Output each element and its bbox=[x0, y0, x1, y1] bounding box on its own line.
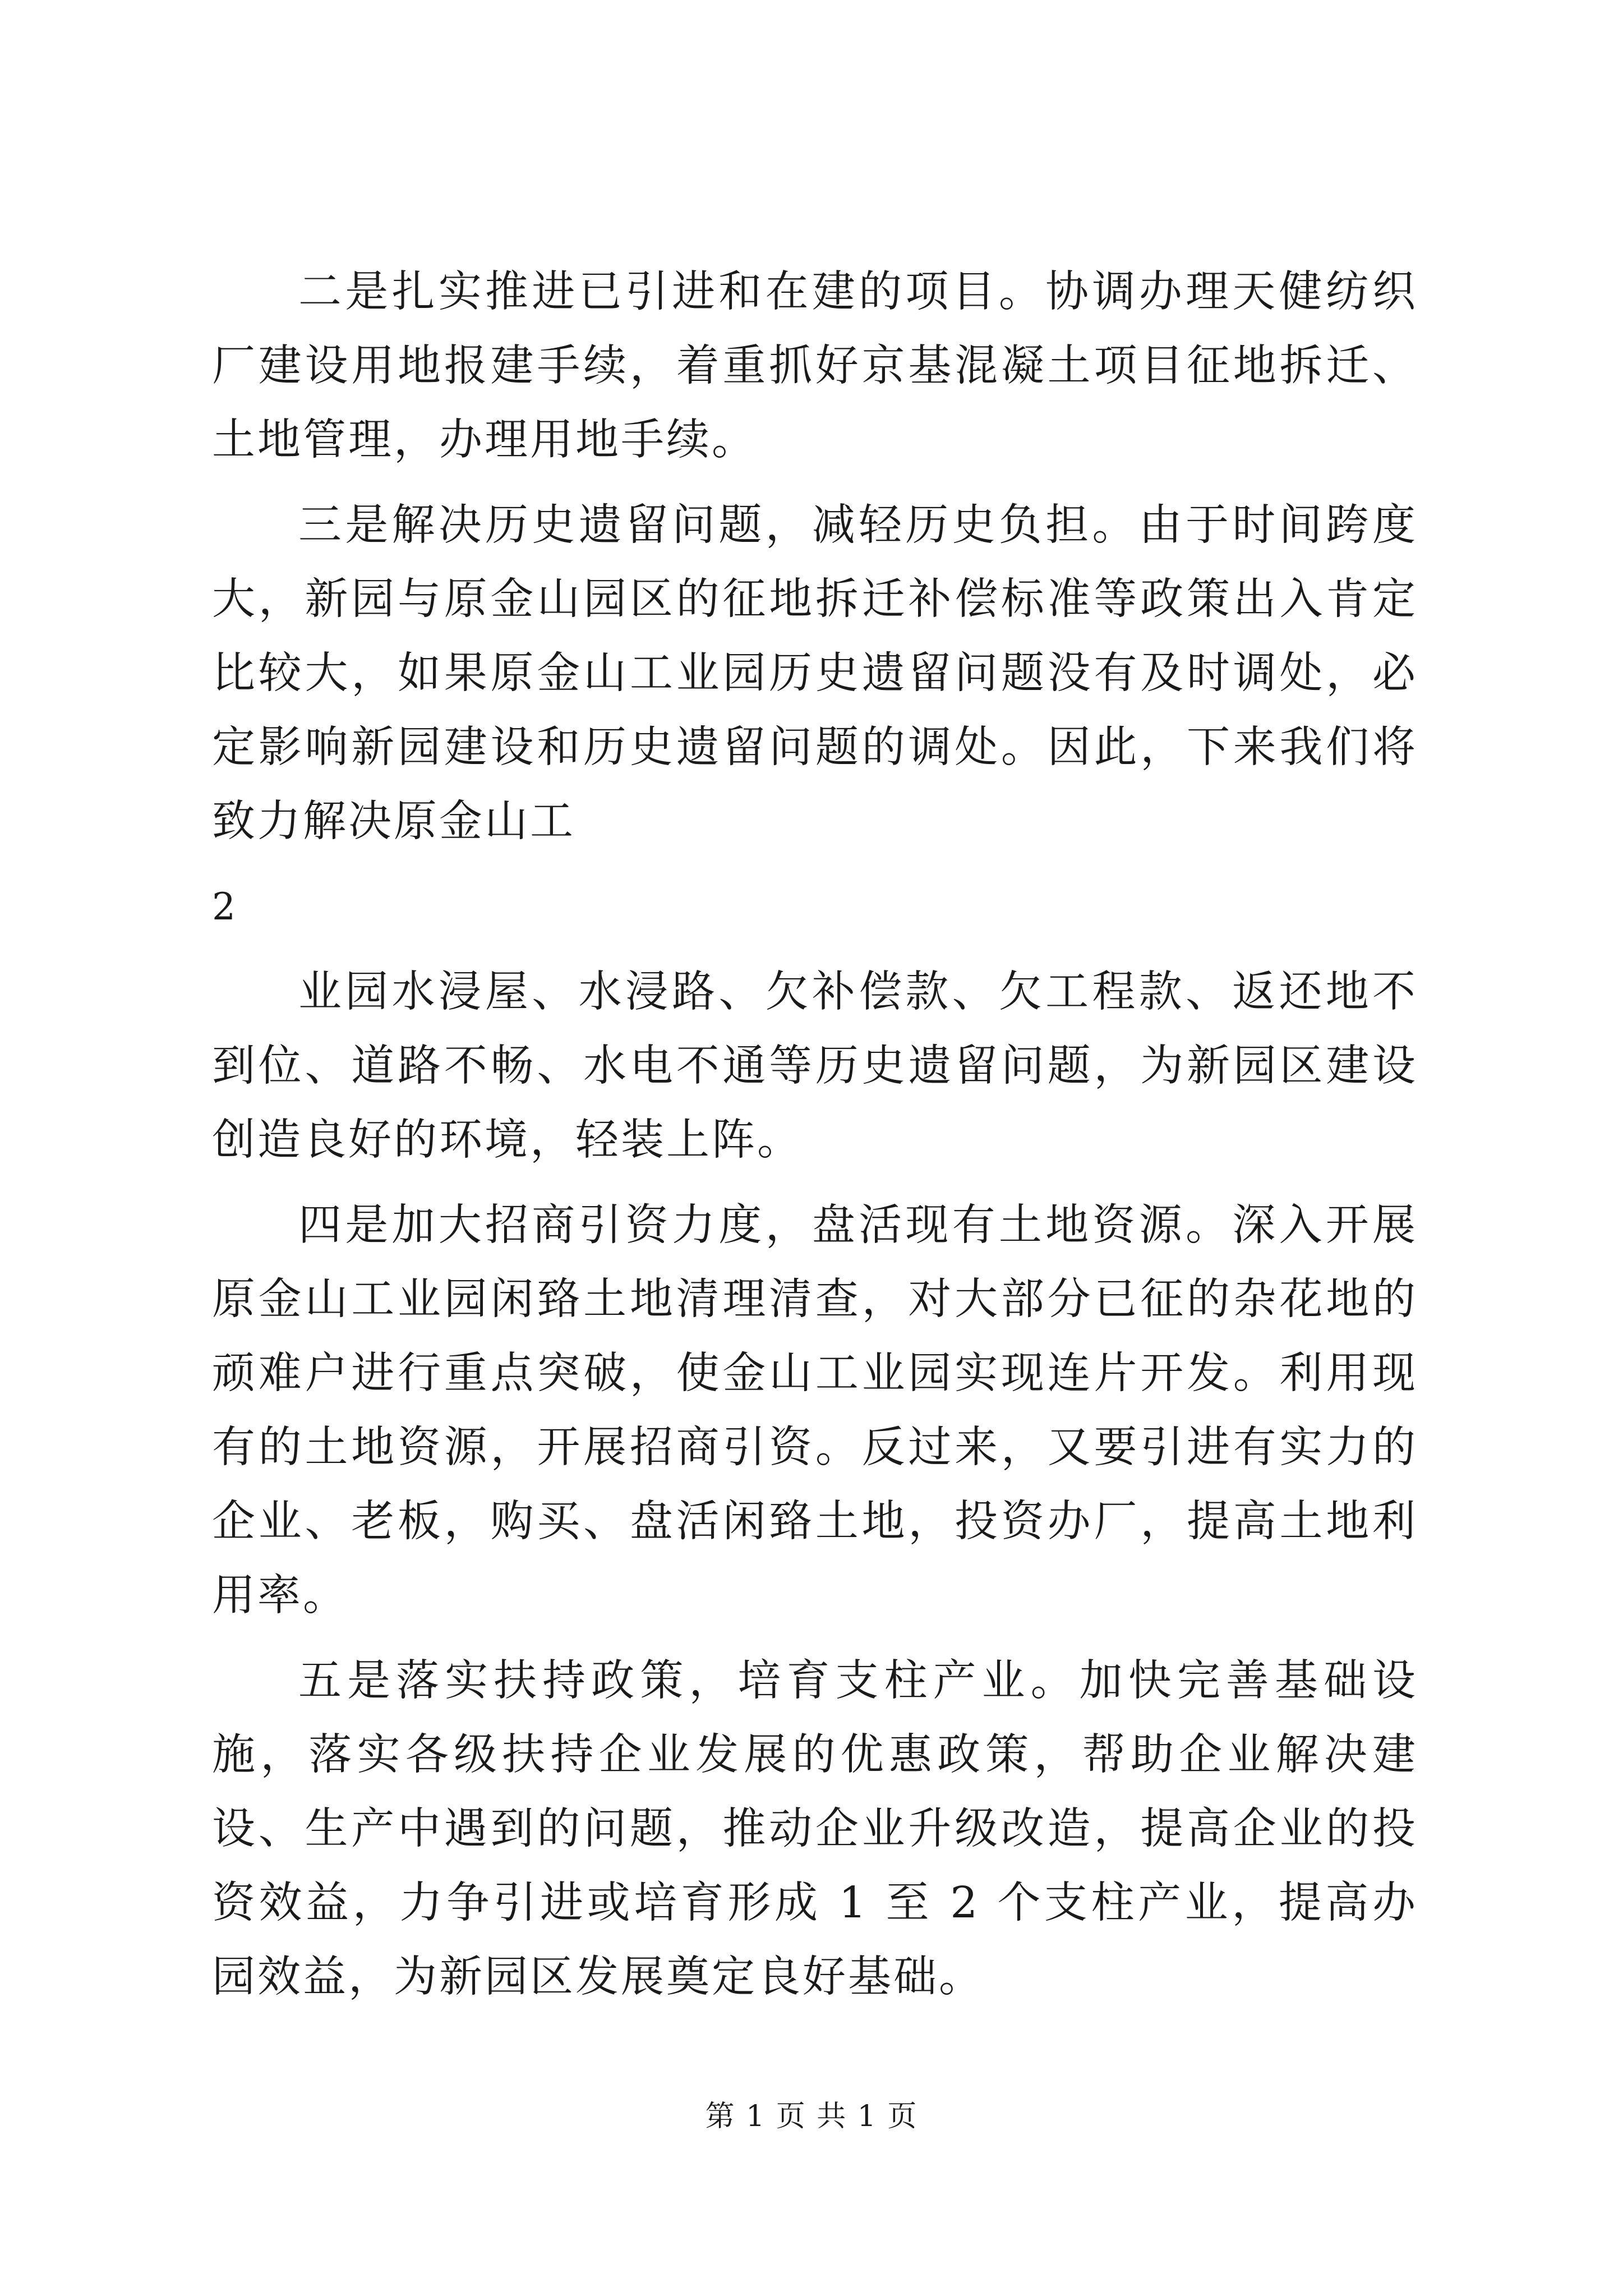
inline-page-number: 2 bbox=[212, 885, 236, 928]
page-footer: 第 1 页 共 1 页 bbox=[705, 2100, 918, 2133]
document-body bbox=[212, 255, 1418, 2026]
paragraph-historical-issues: 三是解决历史遗留问题，减轻历史负担。由于时间跨度大，新园与原金山园区的征地拆迁补偿标准等政策出入肯定比较大，如果原金山工业园历史遗留问题没有及时调处，必定影响新园建设和历史遗留问题的调处。因此，下来我们将致力解决原金山工 bbox=[212, 500, 1418, 846]
paragraph-support-policy: 五是落实扶持政策，培育支柱产业。加快完善基础设施，落实各级扶持企业发展的优惠政策，帮助企业解决建设、生产中遇到的问题，推动企业升级改造，提高企业的投资效益，力争引进或培育形成 1 至 2 个支柱产业，提高办园效益，为新园区发展奠定良好基础。 bbox=[212, 1656, 1418, 2002]
paragraph-historical-issues-continued: 业园水浸屋、水浸路、欠补偿款、欠工程款、返还地不到位、道路不畅、水电不通等历史遗留问题，为新园区建设创造良好的环境，轻装上阵。 bbox=[212, 967, 1418, 1165]
paragraph-investment-attraction: 四是加大招商引资力度，盘活现有土地资源。深入开展原金山工业园闲臵土地清理清查，对大部分已征的杂花地的顽难户进行重点突破，使金山工业园实现连片开发。利用现有的土地资源，开展招商引资。反过来，又要引进有实力的企业、老板，购买、盘活闲臵土地，投资办厂，提高土地利用率。 bbox=[212, 1200, 1418, 1621]
paragraph-project-advancement: 二是扎实推进已引进和在建的项目。协调办理天健纺织厂建设用地报建手续，着重抓好京基混凝土项目征地拆迁、土地管理，办理用地手续。 bbox=[212, 267, 1418, 465]
